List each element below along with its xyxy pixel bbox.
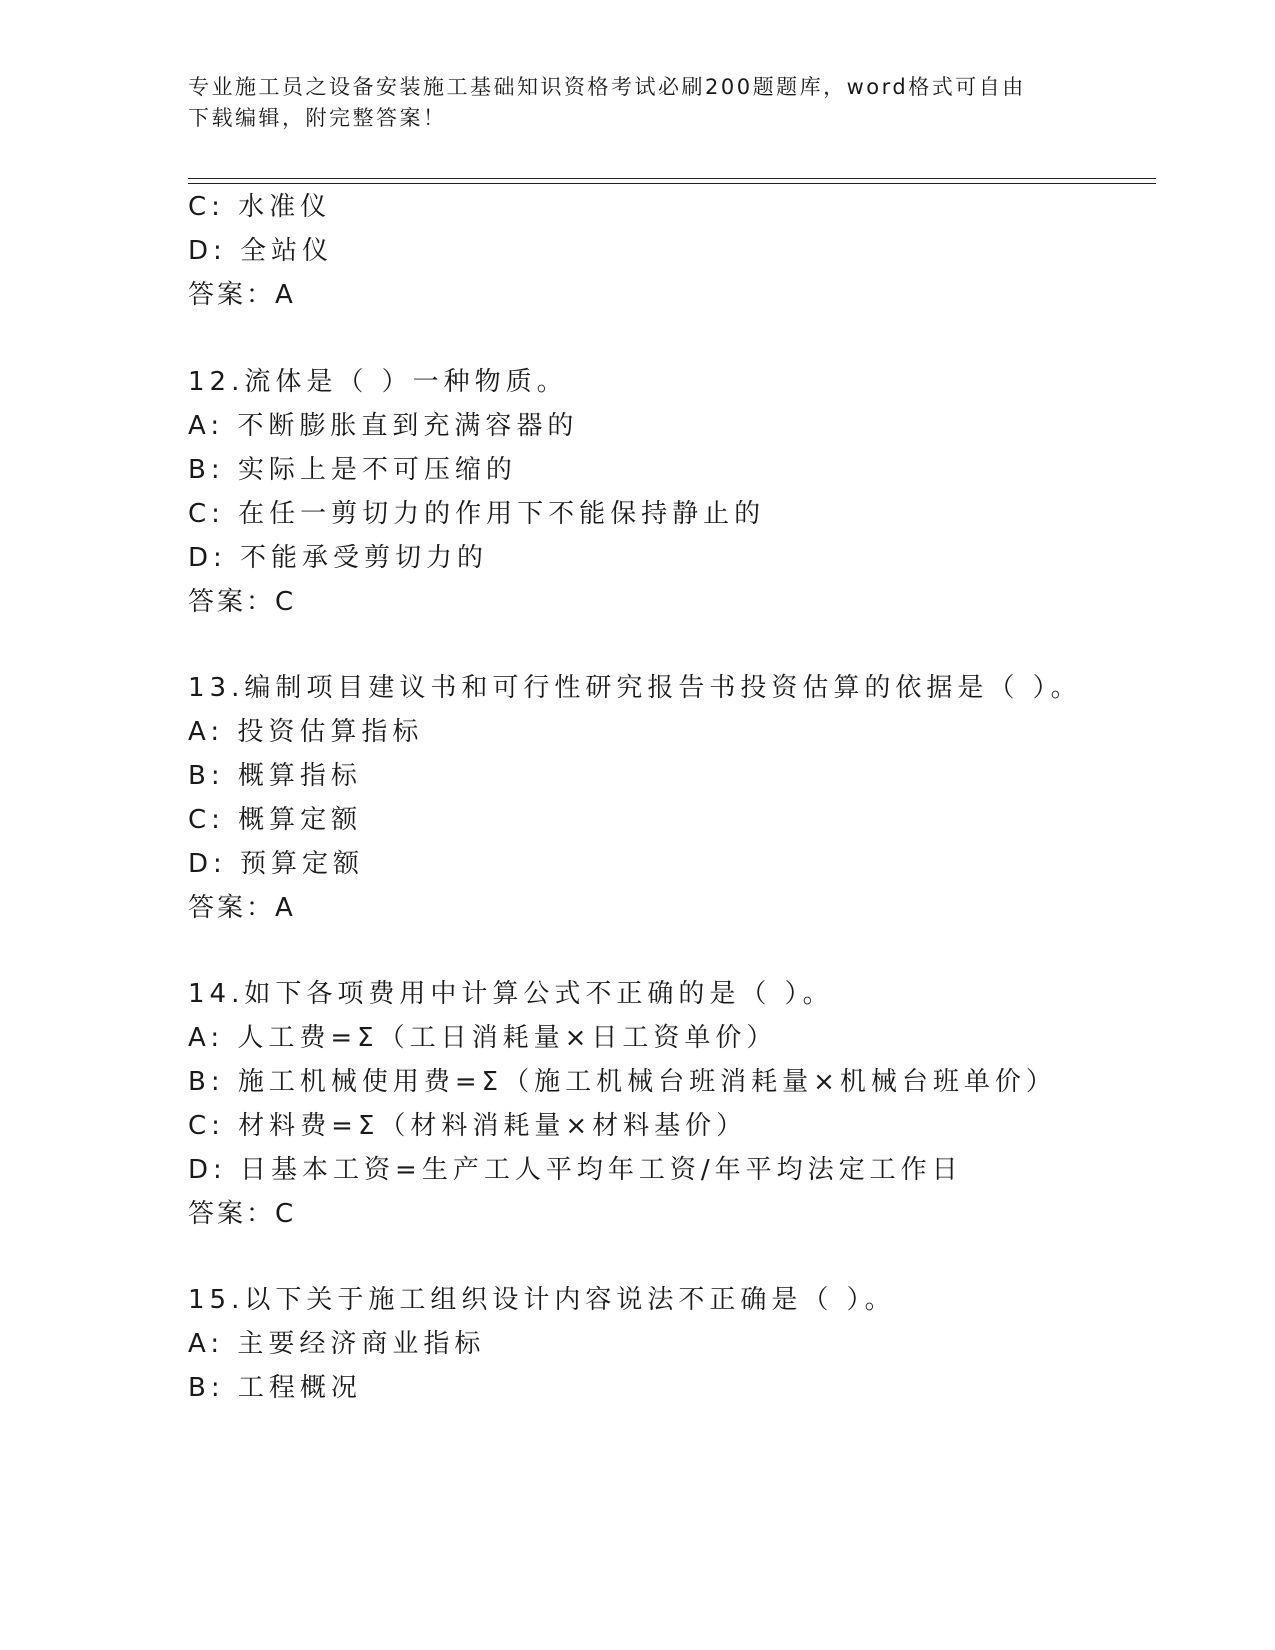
option-line: C: 水准仪 [188,192,332,222]
document-header [188,72,1088,134]
option-line: D: 全站仪 [188,236,334,266]
option-line: A: 投资估算指标 [188,717,424,747]
option-line: C: 概算定额 [188,805,363,835]
answer-line: 答案：A [188,280,296,310]
answer-line: 答案：C [188,587,297,617]
option-line: B: 实际上是不可压缩的 [188,455,517,485]
option-line: B: 施工机械使用费=Σ（施工机械台班消耗量×机械台班单价） [188,1067,1057,1097]
header-line-1: 专业施工员之设备安装施工基础知识资格考试必刷200题题库，word格式可自由 [188,75,1026,99]
answer-line: 答案：A [188,893,296,923]
option-line: D: 不能承受剪切力的 [188,543,489,573]
question-line: 15.以下关于施工组织设计内容说法不正确是（ ）。 [188,1285,896,1315]
question-line: 13.编制项目建议书和可行性研究报告书投资估算的依据是（ ）。 [188,673,1082,703]
option-line: A: 人工费=Σ（工日消耗量×日工资单价） [188,1023,778,1053]
option-line: A: 主要经济商业指标 [188,1329,486,1359]
option-line: A: 不断膨胀直到充满容器的 [188,411,579,441]
header-divider-top [188,178,1156,179]
header-divider-bottom [188,183,1156,184]
option-line: D: 日基本工资=生产工人平均年工资/年平均法定工作日 [188,1155,963,1185]
option-line: B: 概算指标 [188,761,362,791]
option-line: B: 工程概况 [188,1373,362,1403]
option-line: D: 预算定额 [188,849,365,879]
question-line: 14.如下各项费用中计算公式不正确的是（ ）。 [188,979,834,1009]
option-line: C: 材料费=Σ（材料消耗量×材料基价） [188,1111,748,1141]
answer-line: 答案：C [188,1199,297,1229]
option-line: C: 在任一剪切力的作用下不能保持静止的 [188,499,766,529]
header-line-2: 下载编辑，附完整答案！ [188,106,447,130]
question-line: 12.流体是（ ）一种物质。 [188,367,568,397]
